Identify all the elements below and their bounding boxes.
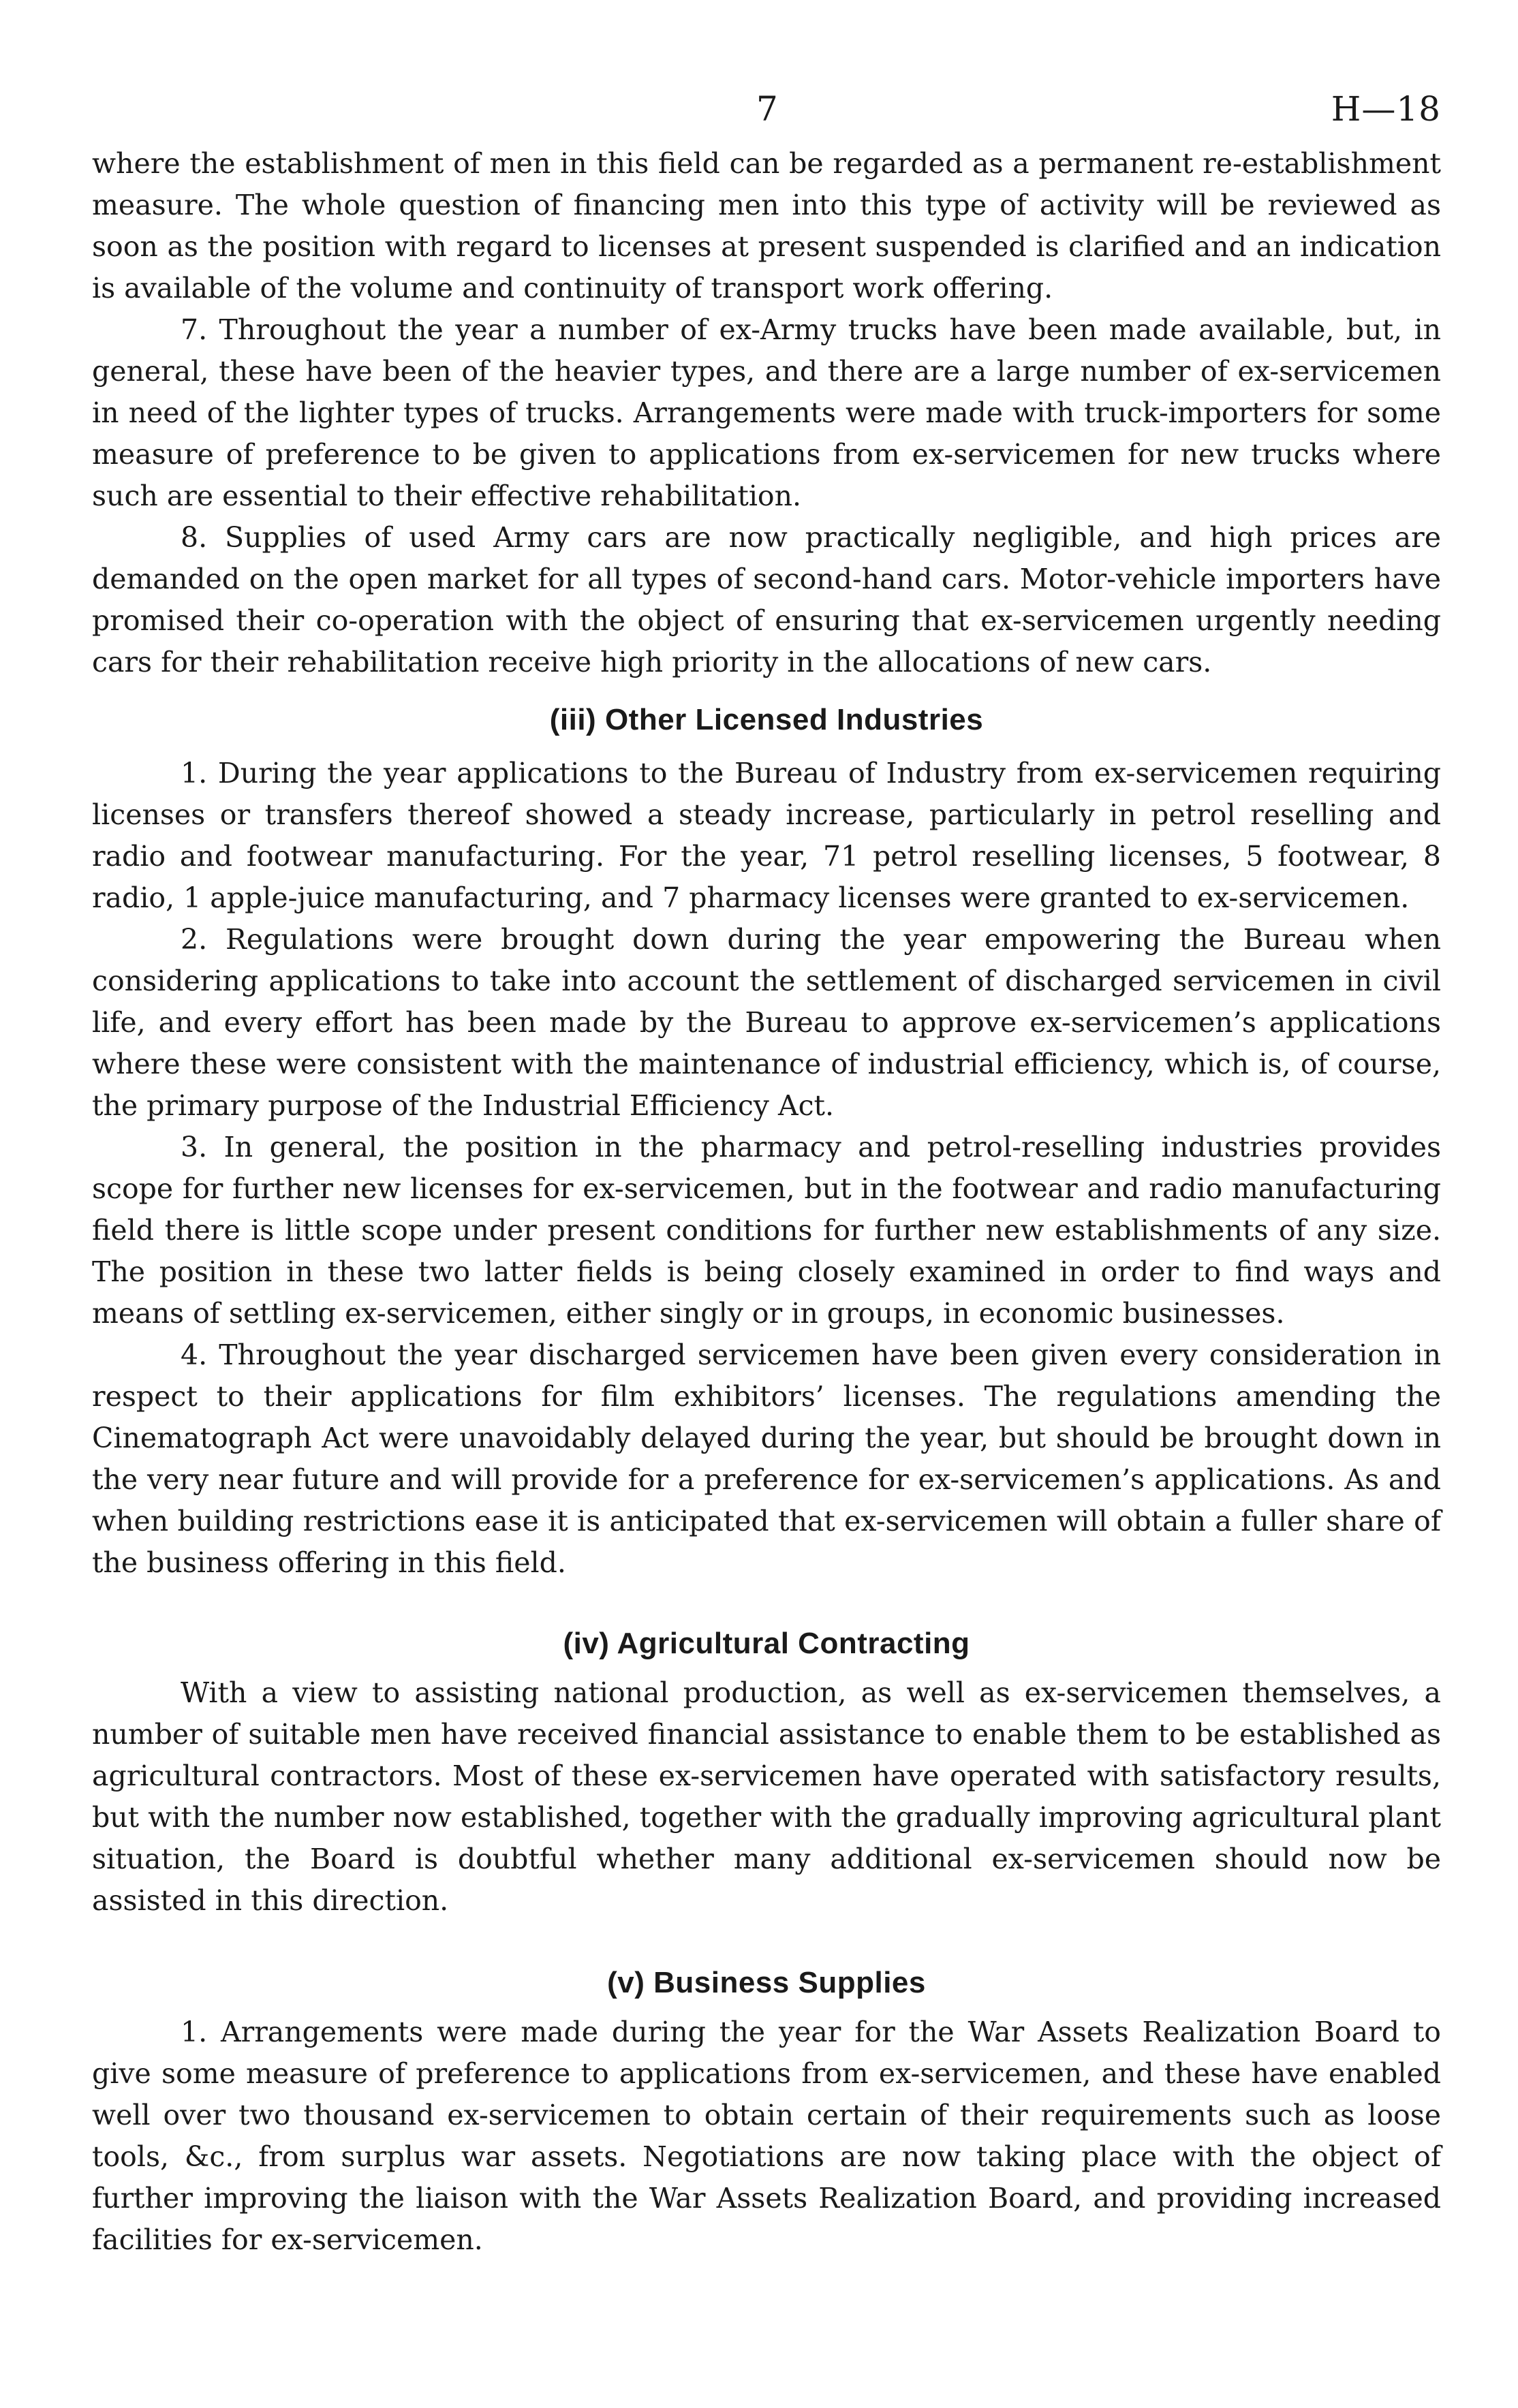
paragraph-7: 7. Throughout the year a number of ex-Army trucks have been made available, but, in general, these have been of the heavier types, and there are a large number of ex-servicemen in need of the lighter types of trucks. Arrangements were made with truck-importers for some measure of preference to be given to applications from ex-servicemen for new trucks where such are essential to their effective rehabilitation.: [92, 313, 1441, 512]
continuation-paragraph: where the establishment of men in this field can be regarded as a permanent re-establishment measure. The whole question of financing men into this type of activity will be reviewed as soon as the position with regard to licenses at present suspended is clarified and an indication is available of the volume and continuity of transport work offering.: [92, 147, 1441, 304]
section-heading-other-licensed-industries: (iii) Other Licensed Industries: [549, 703, 984, 736]
page-header: [92, 89, 1441, 143]
section-heading-agricultural-contracting: (iv) Agricultural Contracting: [563, 1627, 970, 1660]
other-licensed-paragraph-2: 2. Regulations were brought down during the year empowering the Bureau when considering applications to take into account the settlement of discharged servicemen in civil life, and every effort has been made by the Bureau to approve ex-servicemen’s applications where these were consistent with the maintenance of industrial efficiency, which is, of course, the primary purpose of the Industrial Efficiency Act.: [92, 923, 1441, 1122]
document-reference: H—18: [1331, 89, 1441, 129]
business-supplies-paragraph-1: 1. Arrangements were made during the year for the War Assets Realization Board to give some measure of preference to applications from ex-servicemen, and these have enabled well over two thousand ex-servicemen to obtain certain of their requirements such as loose tools, &c., from surplus war assets. Negotiations are now taking place with the object of further improving the liaison with the War Assets Realization Board, and providing increased facilities for ex-servicemen.: [92, 2016, 1441, 2256]
other-licensed-paragraph-4: 4. Throughout the year discharged servicemen have been given every consideration in respect to their applications for film exhibitors’ licenses. The regulations amending the Cinematograph Act were unavoidably delayed during the year, but should be brought down in the very near future and will provide for a preference for ex-servicemen’s applications. As and when building restrictions ease it is anticipated that ex-servicemen will obtain a fuller share of the business offering in this field.: [92, 1339, 1441, 1579]
section-heading-business-supplies: (v) Business Supplies: [607, 1966, 926, 1999]
other-licensed-paragraph-1: 1. During the year applications to the Bureau of Industry from ex-servicemen requiring licenses or transfers thereof showed a steady increase, particularly in petrol reselling and radio and footwear manufacturing. For the year, 71 petrol reselling licenses, 5 footwear, 8 radio, 1 apple-juice manufacturing, and 7 pharmacy licenses were granted to ex-servicemen.: [92, 757, 1441, 914]
other-licensed-paragraph-3: 3. In general, the position in the pharmacy and petrol-reselling industries provides scope for further new licenses for ex-servicemen, but in the footwear and radio manufacturing field there is little scope under present conditions for further new establishments of any size. The position in these two latter fields is being closely examined in order to find ways and means of settling ex-servicemen, either singly or in groups, in economic businesses.: [92, 1131, 1441, 1330]
page-number: 7: [756, 89, 778, 129]
agricultural-paragraph-1: With a view to assisting national production, as well as ex-servicemen themselves, a number of suitable men have received financial assistance to enable them to be established as agricultural contractors. Most of these ex-servicemen have operated with satisfactory results, but with the number now established, together with the gradually improving agricultural plant situation, the Board is doubtful whether many additional ex-servicemen should now be assisted in this direction.: [92, 1676, 1441, 1917]
document-body: [92, 143, 1441, 2261]
paragraph-8: 8. Supplies of used Army cars are now practically negligible, and high prices are demanded on the open market for all types of second-hand cars. Motor-vehicle importers have promised their co-operation with the object of ensuring that ex-servicemen urgently needing cars for their rehabilitation receive high priority in the allocations of new cars.: [92, 521, 1441, 678]
document-page: [92, 89, 1441, 2261]
